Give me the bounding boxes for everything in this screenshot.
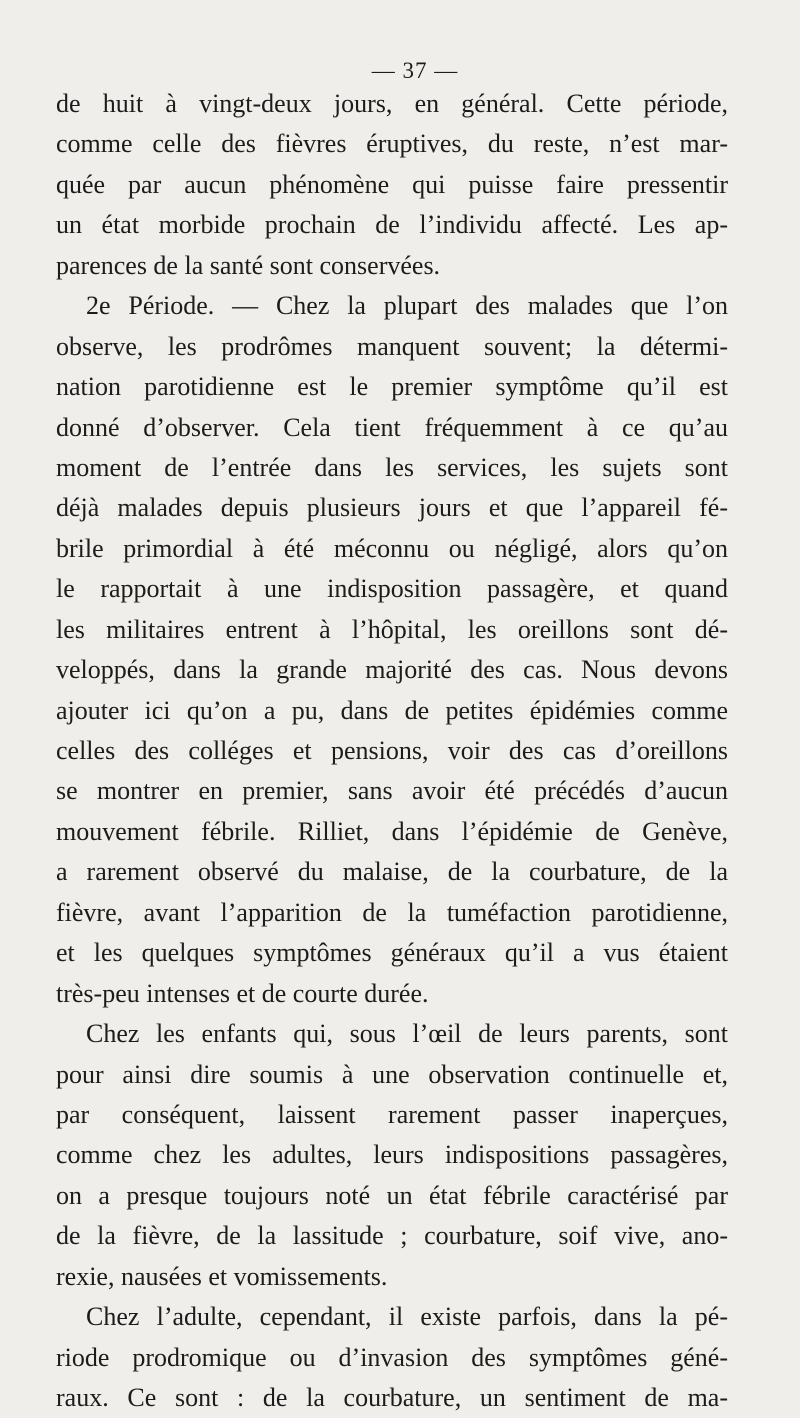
text-line: nation parotidienne est le premier symptôme qu’il est [56, 372, 728, 402]
text-line: comme celle des fièvres éruptives, du reste, n’est mar- [56, 129, 728, 159]
text-line: par conséquent, laissent rarement passer inaperçues, [56, 1099, 728, 1129]
text-line: on a presque toujours noté un état fébrile caractérisé par [56, 1180, 728, 1210]
text-line: brile primordial à été méconnu ou négligé, alors qu’on [56, 533, 728, 563]
text-line: mouvement fébrile. Rilliet, dans l’épidémie de Genève, [56, 816, 728, 846]
text-line: rexie, nausées et vomissements. [56, 1261, 388, 1291]
text-line: et les quelques symptômes généraux qu’il a vus étaient [56, 938, 728, 968]
text-line: de la fièvre, de la lassitude ; courbature, soif vive, ano- [56, 1221, 728, 1251]
text-line: veloppés, dans la grande majorité des cas. Nous devons [56, 655, 728, 685]
page-number: — 37 — [371, 58, 459, 83]
text-line: observe, les prodrômes manquent souvent; la détermi- [56, 331, 728, 361]
text-line: parences de la santé sont conservées. [56, 250, 441, 280]
text-line: ajouter ici qu’on a pu, dans de petites épidémies comme [56, 695, 728, 725]
text-line: a rarement observé du malaise, de la courbature, de la [56, 857, 728, 887]
text-line: riode prodromique ou d’invasion des symptômes géné- [56, 1342, 728, 1372]
text-line: quée par aucun phénomène qui puisse faire pressentir [56, 169, 728, 199]
text-line: moment de l’entrée dans les services, les sujets sont [56, 452, 728, 482]
text-line: comme chez les adultes, leurs indispositions passagères, [56, 1140, 728, 1170]
text-line: les militaires entrent à l’hôpital, les oreillons sont dé- [56, 614, 728, 644]
text-line: raux. Ce sont : de la courbature, un sentiment de ma- [56, 1383, 728, 1412]
text-line: donné d’observer. Cela tient fréquemment à ce qu’au [56, 412, 728, 442]
text-line: pour ainsi dire soumis à une observation continuelle et, [56, 1059, 728, 1089]
text-line: très-peu intenses et de courte durée. [56, 978, 429, 1008]
text-line: 2e Période. — Chez la plupart des malades que l’on [86, 291, 728, 321]
text-line: déjà malades depuis plusieurs jours et que l’appareil fé- [56, 493, 728, 523]
text-line: de huit à vingt-deux jours, en général. Cette période, [56, 89, 728, 118]
text-line: Chez l’adulte, cependant, il existe parfois, dans la pé- [86, 1302, 728, 1332]
body-text [56, 84, 728, 1418]
text-line: fièvre, avant l’apparition de la tuméfaction parotidienne, [56, 897, 728, 927]
text-line: le rapportait à une indisposition passagère, et quand [56, 574, 728, 604]
text-line: Chez les enfants qui, sous l’œil de leurs parents, sont [86, 1019, 728, 1049]
text-line: celles des colléges et pensions, voir des cas d’oreillons [56, 736, 728, 765]
text-line: un état morbide prochain de l’individu affecté. Les ap- [56, 210, 728, 240]
text-line: se montrer en premier, sans avoir été précédés d’aucun [56, 776, 728, 806]
